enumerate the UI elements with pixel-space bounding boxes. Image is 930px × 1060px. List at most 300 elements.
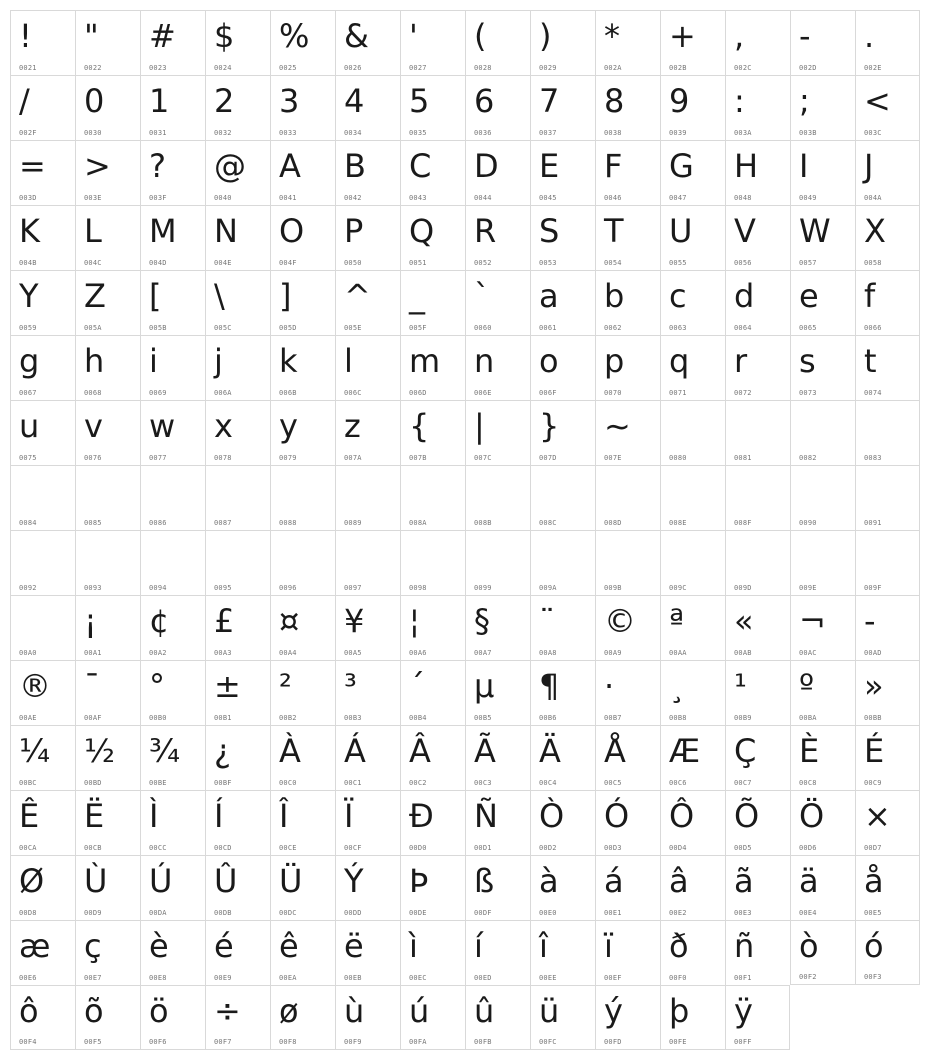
glyph-codepoint-label: 003B (799, 129, 817, 137)
glyph-cell (270, 725, 335, 790)
glyph-character: ¶ (539, 667, 560, 705)
glyph-character: ÷ (214, 992, 241, 1030)
glyph-character: o (539, 342, 559, 380)
glyph-cell (660, 465, 725, 530)
glyph-cell (335, 140, 400, 205)
glyph-codepoint-label: 0052 (474, 259, 492, 267)
glyph-cell (660, 985, 725, 1050)
glyph-row (10, 10, 920, 75)
glyph-codepoint-label: 0069 (149, 389, 167, 397)
glyph-codepoint-label: 0096 (279, 584, 297, 592)
glyph-cell (205, 920, 270, 985)
glyph-cell (530, 75, 595, 140)
glyph-codepoint-label: 0093 (84, 584, 102, 592)
glyph-codepoint-label: 00AD (864, 649, 882, 657)
glyph-cell (75, 985, 140, 1050)
glyph-character: 8 (604, 82, 625, 120)
glyph-cell (595, 75, 660, 140)
glyph-cell (725, 595, 790, 660)
glyph-cell (335, 790, 400, 855)
glyph-codepoint-label: 00C3 (474, 779, 492, 787)
glyph-codepoint-label: 00C9 (864, 779, 882, 787)
glyph-character: D (474, 147, 499, 185)
glyph-codepoint-label: 00A5 (344, 649, 362, 657)
glyph-character: $ (214, 17, 235, 55)
glyph-cell (530, 920, 595, 985)
glyph-cell (790, 725, 855, 790)
glyph-character: Û (214, 862, 238, 900)
glyph-character: J (864, 147, 874, 185)
glyph-character: ´ (409, 667, 425, 705)
glyph-codepoint-label: 00E2 (669, 909, 687, 917)
glyph-cell (75, 205, 140, 270)
glyph-row (10, 335, 920, 400)
glyph-cell (790, 660, 855, 725)
glyph-character: t (864, 342, 877, 380)
glyph-character: / (19, 82, 30, 120)
glyph-codepoint-label: 008A (409, 519, 427, 527)
glyph-codepoint-label: 00F1 (734, 974, 752, 982)
glyph-cell (270, 790, 335, 855)
glyph-character: ¹ (734, 667, 747, 705)
glyph-character: ^ (344, 277, 371, 315)
glyph-row (10, 530, 920, 595)
glyph-character: P (344, 212, 364, 250)
glyph-cell (400, 140, 465, 205)
glyph-codepoint-label: 0077 (149, 454, 167, 462)
glyph-codepoint-label: 00D4 (669, 844, 687, 852)
glyph-cell (10, 75, 75, 140)
glyph-cell (530, 985, 595, 1050)
glyph-character: s (799, 342, 816, 380)
glyph-codepoint-label: 0041 (279, 194, 297, 202)
glyph-cell (530, 530, 595, 595)
glyph-codepoint-label: 0021 (19, 64, 37, 72)
glyph-character: E (539, 147, 560, 185)
glyph-codepoint-label: 00CF (344, 844, 362, 852)
glyph-cell (75, 920, 140, 985)
glyph-cell (595, 985, 660, 1050)
glyph-codepoint-label: 0053 (539, 259, 557, 267)
glyph-row (10, 595, 920, 660)
glyph-cell (725, 790, 790, 855)
glyph-character: ( (474, 17, 487, 55)
glyph-codepoint-label: 00B8 (669, 714, 687, 722)
glyph-codepoint-label: 0033 (279, 129, 297, 137)
glyph-codepoint-label: 00B1 (214, 714, 232, 722)
glyph-character: ] (279, 277, 292, 315)
glyph-cell (855, 335, 920, 400)
glyph-character: á (604, 862, 624, 900)
glyph-codepoint-label: 00E5 (864, 909, 882, 917)
glyph-cell (140, 270, 205, 335)
glyph-codepoint-label: 0095 (214, 584, 232, 592)
glyph-character: Þ (409, 862, 429, 900)
glyph-cell (725, 75, 790, 140)
glyph-codepoint-label: 004F (279, 259, 297, 267)
glyph-codepoint-label: 00BF (214, 779, 232, 787)
glyph-codepoint-label: 006C (344, 389, 362, 397)
glyph-character: î (539, 927, 548, 965)
glyph-character: 2 (214, 82, 235, 120)
glyph-cell (335, 660, 400, 725)
glyph-character: 1 (149, 82, 170, 120)
glyph-codepoint-label: 00E0 (539, 909, 557, 917)
glyph-cell (725, 985, 790, 1050)
glyph-cell (725, 10, 790, 75)
glyph-cell (205, 205, 270, 270)
glyph-character: × (864, 797, 891, 835)
glyph-codepoint-label: 006B (279, 389, 297, 397)
glyph-codepoint-label: 0046 (604, 194, 622, 202)
glyph-character: : (734, 82, 745, 120)
glyph-codepoint-label: 003F (149, 194, 167, 202)
glyph-cell (400, 400, 465, 465)
glyph-character: X (864, 212, 886, 250)
glyph-cell (270, 855, 335, 920)
glyph-codepoint-label: 003E (84, 194, 102, 202)
glyph-cell (595, 790, 660, 855)
glyph-character: ° (149, 667, 165, 705)
glyph-character: ¿ (214, 732, 231, 770)
glyph-codepoint-label: 00FD (604, 1038, 622, 1046)
glyph-character: { (409, 407, 430, 445)
glyph-character: T (604, 212, 624, 250)
glyph-codepoint-label: 003C (864, 129, 882, 137)
glyph-codepoint-label: 0089 (344, 519, 362, 527)
glyph-character: É (864, 732, 885, 770)
glyph-codepoint-label: 00C7 (734, 779, 752, 787)
glyph-codepoint-label: 00A2 (149, 649, 167, 657)
glyph-cell (140, 855, 205, 920)
glyph-character: p (604, 342, 625, 380)
glyph-character: ¨ (539, 602, 555, 640)
glyph-cell (335, 985, 400, 1050)
glyph-cell (400, 205, 465, 270)
glyph-codepoint-label: 0067 (19, 389, 37, 397)
glyph-character: e (799, 277, 819, 315)
glyph-cell (465, 335, 530, 400)
glyph-codepoint-label: 007E (604, 454, 622, 462)
glyph-row (10, 660, 920, 725)
glyph-codepoint-label: 0042 (344, 194, 362, 202)
glyph-character: B (344, 147, 366, 185)
glyph-character: * (604, 17, 620, 55)
glyph-character: ß (474, 862, 495, 900)
glyph-character: 5 (409, 82, 430, 120)
glyph-character: ã (734, 862, 754, 900)
glyph-cell (140, 595, 205, 660)
glyph-character: é (214, 927, 234, 965)
glyph-cell (75, 790, 140, 855)
glyph-character: - (799, 17, 811, 55)
glyph-character: ð (669, 927, 689, 965)
glyph-codepoint-label: 00B4 (409, 714, 427, 722)
glyph-cell (140, 10, 205, 75)
glyph-codepoint-label: 00ED (474, 974, 492, 982)
glyph-codepoint-label: 00DD (344, 909, 362, 917)
glyph-codepoint-label: 00DC (279, 909, 297, 917)
glyph-character: Ç (734, 732, 757, 770)
glyph-codepoint-label: 0072 (734, 389, 752, 397)
glyph-character: b (604, 277, 625, 315)
glyph-cell (75, 270, 140, 335)
glyph-codepoint-label: 00FF (734, 1038, 752, 1046)
glyph-character: Á (344, 732, 366, 770)
glyph-codepoint-label: 00EC (409, 974, 427, 982)
glyph-codepoint-label: 007B (409, 454, 427, 462)
glyph-cell (530, 725, 595, 790)
glyph-codepoint-label: 0062 (604, 324, 622, 332)
glyph-cell (335, 465, 400, 530)
glyph-cell (660, 790, 725, 855)
glyph-codepoint-label: 00C5 (604, 779, 622, 787)
glyph-character: ê (279, 927, 299, 965)
glyph-character: ! (19, 17, 32, 55)
glyph-cell (75, 530, 140, 595)
glyph-codepoint-label: 009E (799, 584, 817, 592)
glyph-character: [ (149, 277, 162, 315)
glyph-character: Æ (669, 732, 701, 770)
glyph-cell (530, 465, 595, 530)
glyph-cell (75, 725, 140, 790)
glyph-character: ¸ (669, 667, 685, 705)
glyph-cell (140, 920, 205, 985)
glyph-cell (270, 75, 335, 140)
glyph-cell (855, 855, 920, 920)
glyph-character: U (669, 212, 693, 250)
glyph-character: § (474, 602, 490, 640)
glyph-cell (10, 595, 75, 660)
glyph-cell (140, 335, 205, 400)
glyph-character: ¥ (344, 602, 365, 640)
glyph-codepoint-label: 006E (474, 389, 492, 397)
glyph-character: Ó (604, 797, 630, 835)
glyph-cell (400, 335, 465, 400)
glyph-cell (725, 725, 790, 790)
glyph-cell (400, 855, 465, 920)
glyph-cell (855, 725, 920, 790)
glyph-cell (660, 205, 725, 270)
glyph-codepoint-label: 0025 (279, 64, 297, 72)
glyph-character: þ (669, 992, 690, 1030)
glyph-codepoint-label: 005A (84, 324, 102, 332)
glyph-codepoint-label: 0044 (474, 194, 492, 202)
glyph-cell (400, 75, 465, 140)
glyph-cell (10, 530, 75, 595)
glyph-cell (660, 140, 725, 205)
glyph-character: Ð (409, 797, 434, 835)
glyph-character: u (19, 407, 40, 445)
glyph-codepoint-label: 00BB (864, 714, 882, 722)
glyph-codepoint-label: 0038 (604, 129, 622, 137)
glyph-row (10, 465, 920, 530)
glyph-codepoint-label: 0039 (669, 129, 687, 137)
glyph-cell (205, 725, 270, 790)
glyph-codepoint-label: 006A (214, 389, 232, 397)
glyph-cell (140, 660, 205, 725)
glyph-cell (595, 270, 660, 335)
glyph-cell (335, 920, 400, 985)
glyph-character: = (19, 147, 46, 185)
glyph-codepoint-label: 002C (734, 64, 752, 72)
glyph-cell (140, 985, 205, 1050)
glyph-codepoint-label: 003A (734, 129, 752, 137)
glyph-character: Î (279, 797, 289, 835)
glyph-codepoint-label: 00E9 (214, 974, 232, 982)
glyph-codepoint-label: 0058 (864, 259, 882, 267)
glyph-character: f (864, 277, 876, 315)
glyph-cell (140, 790, 205, 855)
glyph-codepoint-label: 00AE (19, 714, 37, 722)
glyph-codepoint-label: 0065 (799, 324, 817, 332)
glyph-cell (270, 140, 335, 205)
glyph-character: Ü (279, 862, 303, 900)
glyph-cell (10, 985, 75, 1050)
glyph-character: r (734, 342, 748, 380)
glyph-cell (790, 10, 855, 75)
glyph-cell (595, 855, 660, 920)
glyph-cell (10, 725, 75, 790)
glyph-character: q (669, 342, 690, 380)
glyph-codepoint-label: 0061 (539, 324, 557, 332)
glyph-codepoint-label: 0060 (474, 324, 492, 332)
glyph-character: @ (214, 147, 246, 185)
glyph-codepoint-label: 004E (214, 259, 232, 267)
glyph-character: , (734, 17, 745, 55)
glyph-codepoint-label: 0034 (344, 129, 362, 137)
glyph-character: ë (344, 927, 364, 965)
glyph-codepoint-label: 0028 (474, 64, 492, 72)
glyph-codepoint-label: 008F (734, 519, 752, 527)
glyph-character: ï (604, 927, 613, 965)
glyph-cell (595, 660, 660, 725)
glyph-cell (270, 660, 335, 725)
glyph-codepoint-label: 0024 (214, 64, 232, 72)
glyph-character: ô (19, 992, 39, 1030)
glyph-codepoint-label: 00B9 (734, 714, 752, 722)
glyph-codepoint-label: 00BE (149, 779, 167, 787)
glyph-codepoint-label: 00F3 (864, 973, 882, 981)
glyph-character: ¬ (799, 602, 826, 640)
glyph-character: g (19, 342, 40, 380)
glyph-cell (400, 660, 465, 725)
glyph-cell (10, 400, 75, 465)
glyph-character: | (474, 407, 485, 445)
glyph-character: W (799, 212, 831, 250)
glyph-character: â (669, 862, 689, 900)
glyph-cell (790, 920, 855, 985)
glyph-codepoint-label: 0098 (409, 584, 427, 592)
glyph-codepoint-label: 00E6 (19, 974, 37, 982)
glyph-codepoint-label: 0031 (149, 129, 167, 137)
glyph-cell (660, 10, 725, 75)
glyph-codepoint-label: 002D (799, 64, 817, 72)
glyph-cell (75, 335, 140, 400)
glyph-codepoint-label: 00C0 (279, 779, 297, 787)
glyph-codepoint-label: 008B (474, 519, 492, 527)
glyph-codepoint-label: 00A3 (214, 649, 232, 657)
glyph-codepoint-label: 007D (539, 454, 557, 462)
glyph-character: õ (84, 992, 104, 1030)
glyph-character: Õ (734, 797, 760, 835)
glyph-codepoint-label: 0030 (84, 129, 102, 137)
glyph-character: w (149, 407, 176, 445)
glyph-cell (595, 530, 660, 595)
glyph-codepoint-label: 0099 (474, 584, 492, 592)
glyph-codepoint-label: 003D (19, 194, 37, 202)
glyph-character: C (409, 147, 432, 185)
glyph-cell (790, 270, 855, 335)
empty-cell (855, 985, 920, 1050)
glyph-codepoint-label: 005B (149, 324, 167, 332)
glyph-cell (530, 270, 595, 335)
glyph-cell (140, 725, 205, 790)
glyph-codepoint-label: 00CA (19, 844, 37, 852)
glyph-row (10, 75, 920, 140)
glyph-codepoint-label: 00FB (474, 1038, 492, 1046)
glyph-codepoint-label: 0026 (344, 64, 362, 72)
glyph-character: ò (799, 927, 819, 965)
glyph-cell (205, 465, 270, 530)
glyph-codepoint-label: 0082 (799, 454, 817, 462)
glyph-cell (725, 855, 790, 920)
glyph-cell (335, 530, 400, 595)
glyph-codepoint-label: 004B (19, 259, 37, 267)
glyph-cell (400, 10, 465, 75)
glyph-codepoint-label: 00EE (539, 974, 557, 982)
glyph-cell (790, 790, 855, 855)
glyph-cell (10, 205, 75, 270)
glyph-character: ý (604, 992, 623, 1030)
glyph-codepoint-label: 00B7 (604, 714, 622, 722)
glyph-character: h (84, 342, 105, 380)
glyph-cell (530, 335, 595, 400)
glyph-row (10, 140, 920, 205)
glyph-codepoint-label: 00C4 (539, 779, 557, 787)
glyph-character: å (864, 862, 884, 900)
glyph-codepoint-label: 00DF (474, 909, 492, 917)
glyph-codepoint-label: 00E1 (604, 909, 622, 917)
glyph-cell (530, 790, 595, 855)
glyph-cell (855, 205, 920, 270)
glyph-cell (270, 270, 335, 335)
glyph-codepoint-label: 0051 (409, 259, 427, 267)
glyph-cell (725, 270, 790, 335)
glyph-cell (205, 595, 270, 660)
glyph-cell (465, 985, 530, 1050)
glyph-character: + (669, 17, 696, 55)
glyph-codepoint-label: 0073 (799, 389, 817, 397)
glyph-cell (400, 595, 465, 660)
glyph-cell (75, 140, 140, 205)
glyph-codepoint-label: 009D (734, 584, 752, 592)
glyph-cell (465, 75, 530, 140)
glyph-codepoint-label: 0083 (864, 454, 882, 462)
glyph-character: l (344, 342, 353, 380)
glyph-codepoint-label: 005E (344, 324, 362, 332)
glyph-character: R (474, 212, 497, 250)
glyph-codepoint-label: 00C8 (799, 779, 817, 787)
glyph-cell (205, 530, 270, 595)
glyph-character: A (279, 147, 301, 185)
glyph-cell (660, 270, 725, 335)
glyph-codepoint-label: 00C6 (669, 779, 687, 787)
glyph-codepoint-label: 00AB (734, 649, 752, 657)
glyph-codepoint-label: 0066 (864, 324, 882, 332)
glyph-cell (10, 335, 75, 400)
glyph-cell (465, 725, 530, 790)
